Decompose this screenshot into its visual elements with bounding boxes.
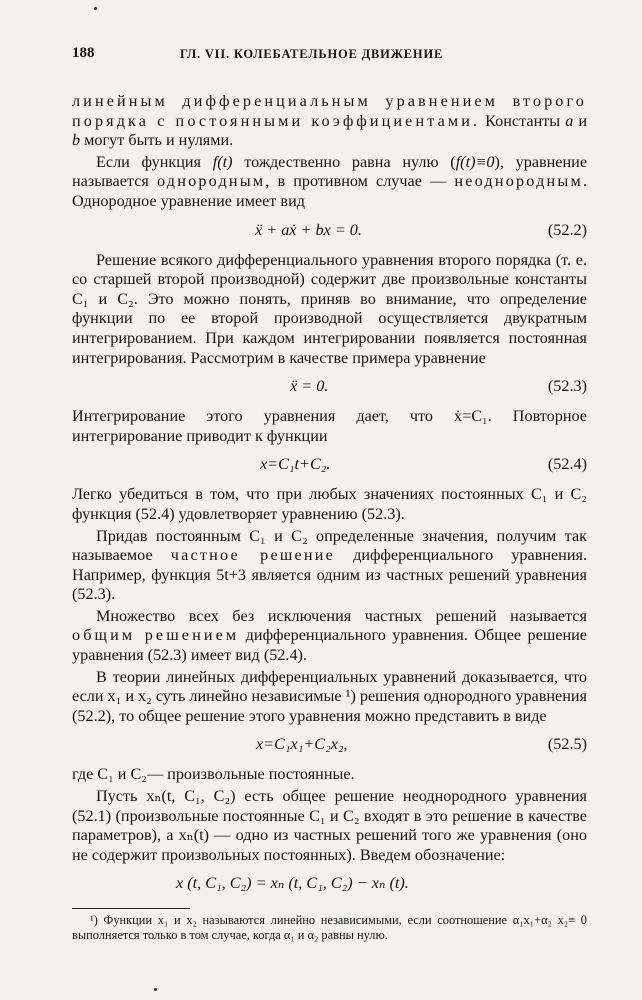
paragraph-verification: Легко убедиться в том, что при любых значениях постоянных C₁ и C₂ функция (52.4) удовлетворяет уравнению (52.3). xyxy=(72,485,587,523)
paragraph-particular-solution: Придав постоянным C₁ и C₂ определенные значения, получим так называемое частное решение дифференциального уравнения. Например, функция 5t+3 является одним из частных решений уравнения (52.3). xyxy=(72,526,587,604)
paragraph-linear-equation: линейным дифференциальным уравнением второго порядка с постоянными коэффициентами. Константы a и b могут быть и нулями. xyxy=(72,92,587,150)
equation-formula: ẍ + aẋ + bx = 0. xyxy=(255,220,362,239)
equation-formula: x=C₁t+C₂. xyxy=(260,455,331,474)
scan-speck-bottom xyxy=(154,988,157,991)
equation-number: (52.4) xyxy=(547,455,587,474)
paragraph-integration: Интегрирование этого уравнения дает, что ẋ=C₁. Повторное интегрирование приводит к функции xyxy=(72,407,587,445)
scan-speck-top xyxy=(94,7,97,10)
book-page xyxy=(72,44,587,943)
equation-number: (52.5) xyxy=(547,735,587,754)
footnote: ¹) Функции x₁ и x₂ называются линейно независимыми, если соотношение α₁x₁+α₂ x₂≡ 0 выполняется только в том случае, когда α₁ и α₂ равны нулю. xyxy=(72,913,587,943)
chapter-title: ГЛ. VII. КОЛЕБАТЕЛЬНОЕ ДВИЖЕНИЕ xyxy=(180,47,444,61)
equation-52-3 xyxy=(72,377,587,397)
equation-52-2 xyxy=(72,221,587,241)
footnote-divider xyxy=(72,908,190,909)
paragraph-linear-theory: В теории линейных дифференциальных уравнений доказывается, что если x₁ и x₂ суть линейно независимые ¹) решения однородного уравнения (52.2), то общее решение этого уравнения можно представить в виде xyxy=(72,667,587,725)
paragraph-inhomogeneous-solution: Пусть xₙ(t, C₁, C₂) есть общее решение неоднородного уравнения (52.1) (произвольные постоянные C₁ и C₂ входят в это решение в качестве параметров), а xₙ(t) — одно из частных решений того же уравнения (оно не содержит произвольных постоянных). Введем обозначение: xyxy=(72,787,587,864)
paragraph-general-solution-constants: Решение всякого дифференциального уравнения второго порядка (т. е. со старшей второй производной) содержит две произвольные константы C₁ и C₂. Это можно понять, приняв во внимание, что определение функции по ее второй производной осуществляется двукратным интегрированием. При каждом интегрировании появляется постоянная интегрирования. Рассмотрим в качестве примера уравнение xyxy=(72,250,587,367)
running-header xyxy=(72,44,587,66)
equation-52-5 xyxy=(72,735,587,755)
equation-formula: x=C₁x₁+C₂x₂, xyxy=(256,735,348,754)
equation-number: (52.2) xyxy=(547,220,587,239)
equation-definition xyxy=(72,874,587,894)
paragraph-arbitrary-constants: где C₁ и C₂— произвольные постоянные. xyxy=(72,765,355,784)
equation-52-4 xyxy=(72,455,587,475)
equation-formula: x (t, C₁, C₂) = xₙ (t, C₁, C₂) − xₙ (t). xyxy=(176,874,409,893)
page-number: 188 xyxy=(72,45,95,61)
paragraph-general-solution: Множество всех без исключения частных решений называется общим решением дифференциального уравнения. Общее решение уравнения (52.3) имеет вид (52.4). xyxy=(72,606,587,665)
equation-formula: ẍ = 0. xyxy=(290,377,329,396)
paragraph-homogeneous-definition: Если функция f(t) тождественно равна нулю (f(t)≡0), уравнение называется однородным, в противном случае — неоднородным. Однородное уравнение имеет вид xyxy=(72,152,588,210)
equation-number: (52.3) xyxy=(547,377,587,396)
